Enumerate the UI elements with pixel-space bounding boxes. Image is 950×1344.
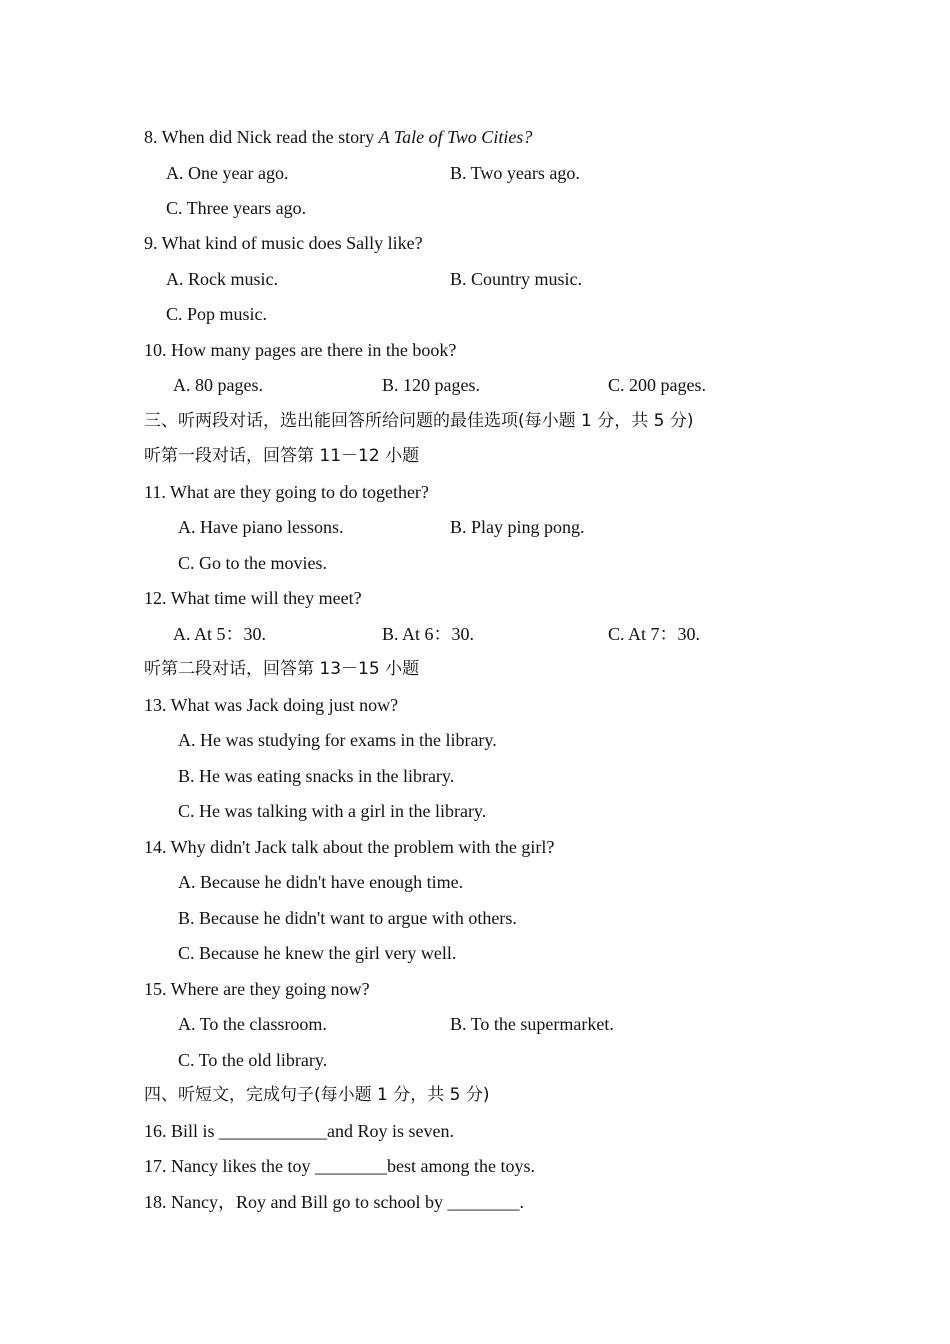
question-9-option-b: B. Country music.: [450, 269, 583, 289]
question-13-option-c: C. He was talking with a girl in the library.: [178, 801, 487, 821]
dialog-1-instruction: 听第一段对话，回答第 11－12 小题: [144, 446, 420, 466]
question-9-option-a: A. Rock music.: [166, 269, 278, 289]
question-8-option-a: A. One year ago.: [166, 163, 289, 183]
question-13-option-b: B. He was eating snacks in the library.: [178, 766, 455, 786]
question-9-option-c: C. Pop music.: [166, 304, 268, 324]
question-11-option-b: B. Play ping pong.: [450, 517, 585, 537]
question-15-option-b: B. To the supermarket.: [450, 1014, 614, 1034]
question-14-stem: 14. Why didn't Jack talk about the problem with the girl?: [144, 837, 555, 857]
question-15-stem: 15. Where are they going now?: [144, 979, 370, 999]
question-17-sentence: 17. Nancy likes the toy ________best among the toys.: [144, 1156, 535, 1176]
question-8-option-c: C. Three years ago.: [166, 198, 307, 218]
section-3-heading: 三、听两段对话，选出能回答所给问题的最佳选项(每小题 1 分，共 5 分): [144, 411, 694, 431]
question-12-option-b: B. At 6：30.: [382, 624, 475, 644]
question-15-option-c: C. To the old library.: [178, 1050, 328, 1070]
question-16-sentence: 16. Bill is ____________and Roy is seven.: [144, 1121, 454, 1141]
question-11-option-c: C. Go to the movies.: [178, 553, 327, 573]
question-12-option-c: C. At 7：30.: [608, 624, 701, 644]
question-14-option-b: B. Because he didn't want to argue with others.: [178, 908, 517, 928]
question-15-option-a: A. To the classroom.: [178, 1014, 327, 1034]
question-10-option-c: C. 200 pages.: [608, 375, 706, 395]
question-10-stem: 10. How many pages are there in the book?: [144, 340, 457, 360]
question-8-text: 8. When did Nick read the story: [144, 127, 379, 147]
question-12-option-a: A. At 5：30.: [173, 624, 267, 644]
section-4-heading: 四、听短文，完成句子(每小题 1 分，共 5 分): [144, 1085, 490, 1105]
question-8-option-b: B. Two years ago.: [450, 163, 580, 183]
question-11-stem: 11. What are they going to do together?: [144, 482, 429, 502]
question-10-option-a: A. 80 pages.: [173, 375, 263, 395]
question-9-stem: 9. What kind of music does Sally like?: [144, 233, 423, 253]
question-11-option-a: A. Have piano lessons.: [178, 517, 344, 537]
question-8-stem: [144, 126, 532, 148]
question-13-stem: 13. What was Jack doing just now?: [144, 695, 399, 715]
question-14-option-c: C. Because he knew the girl very well.: [178, 943, 457, 963]
question-13-option-a: A. He was studying for exams in the library.: [178, 730, 497, 750]
book-title: A Tale of Two Cities?: [378, 127, 533, 147]
question-14-option-a: A. Because he didn't have enough time.: [178, 872, 464, 892]
question-12-stem: 12. What time will they meet?: [144, 588, 362, 608]
question-18-sentence: 18. Nancy，Roy and Bill go to school by ________.: [144, 1192, 524, 1212]
question-10-option-b: B. 120 pages.: [382, 375, 480, 395]
dialog-2-instruction: 听第二段对话，回答第 13－15 小题: [144, 659, 420, 679]
